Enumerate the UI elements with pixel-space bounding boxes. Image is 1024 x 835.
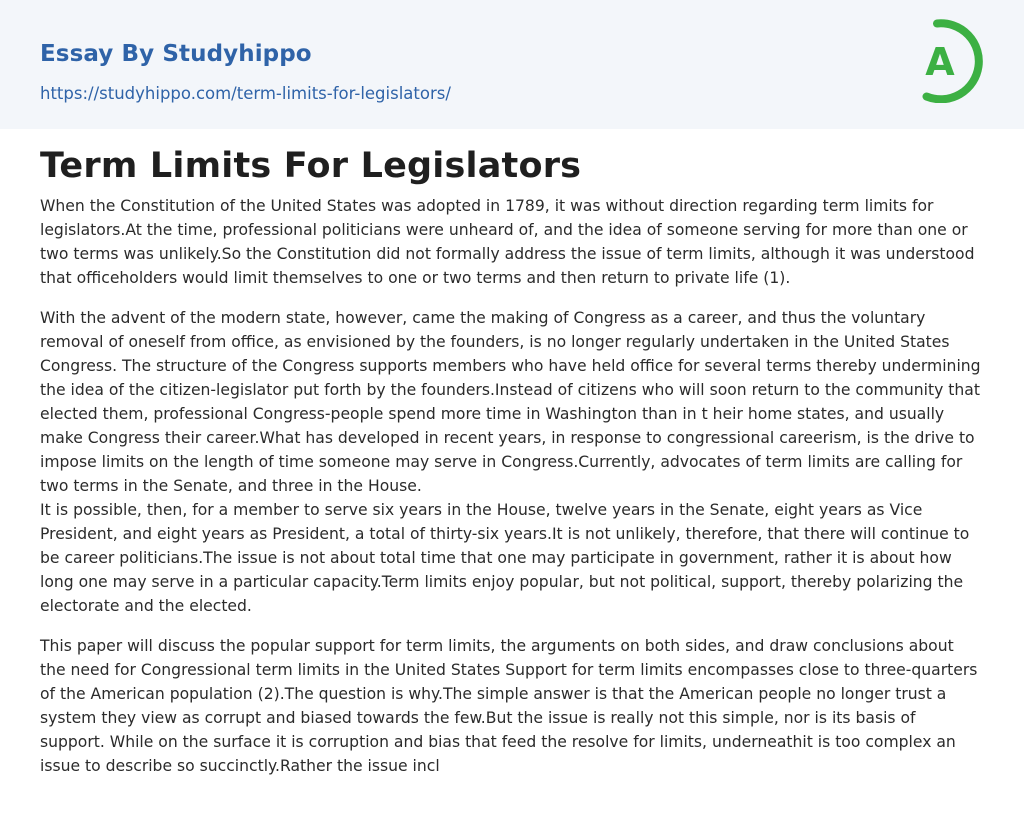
page-url-link[interactable]: https://studyhippo.com/term-limits-for-legislators/ [40, 84, 451, 103]
essay-paragraph-2-part-2: It is possible, then, for a member to serve six years in the House, twelve years in the Senate, eight years as Vice President, and eight years as President, a total of thirty-six years.It is not unlikely, therefore, that there will continue to be career politicians.The issue is not about total time that one may participate in government, rather it is about how long one may serve in a particular capacity.Term limits enjoy popular, but not political, support, thereby polarizing the electorate and the elected. [40, 501, 970, 615]
essay-paragraph-2-part-1: With the advent of the modern state, however, came the making of Congress as a career, and thus the voluntary removal of oneself from office, as envisioned by the founders, is no longer regularly undertaken in the United States Congress. The structure of the Congress supports members who have held office for several terms thereby undermining the idea of the citizen-legislator put forth by the founders.Instead of citizens who will soon return to the community that elected them, professional Congress-people spend more time in Washington than in t heir home states, and usually make Congress their career.What has developed in recent years, in response to congressional careerism, is the drive to impose limits on the length of time someone may serve in Congress.Currently, advocates of term limits are calling for two terms in the Senate, and three in the House. [40, 309, 981, 495]
essay-title: Term Limits For Legislators [40, 146, 582, 186]
logo-graphic [907, 19, 991, 103]
logo-letter: A [925, 40, 955, 84]
studyhippo-logo-icon[interactable] [907, 19, 991, 103]
essay-paragraph-2 [40, 306, 984, 618]
site-title[interactable]: Essay By Studyhippo [40, 41, 312, 67]
essay-body [40, 194, 984, 794]
essay-paragraph-3: This paper will discuss the popular support for term limits, the arguments on both sides, and draw conclusions about the need for Congressional term limits in the United States Support for term limits encompasses close to three-quarters of the American population (2).The question is why.The simple answer is that the American people no longer trust a system they view as corrupt and biased towards the few.But the issue is really not this simple, nor is its basis of support. While on the surface it is corruption and bias that feed the resolve for limits, underneathit is too complex an issue to describe so succinctly.Rather the issue incl [40, 637, 978, 775]
essay-paragraph-1: When the Constitution of the United States was adopted in 1789, it was without direction regarding term limits for legislators.At the time, professional politicians were unheard of, and the idea of someone serving for more than one or two terms was unlikely.So the Constitution did not formally address the issue of term limits, although it was understood that officeholders would limit themselves to one or two terms and then return to private life (1). [40, 197, 975, 287]
